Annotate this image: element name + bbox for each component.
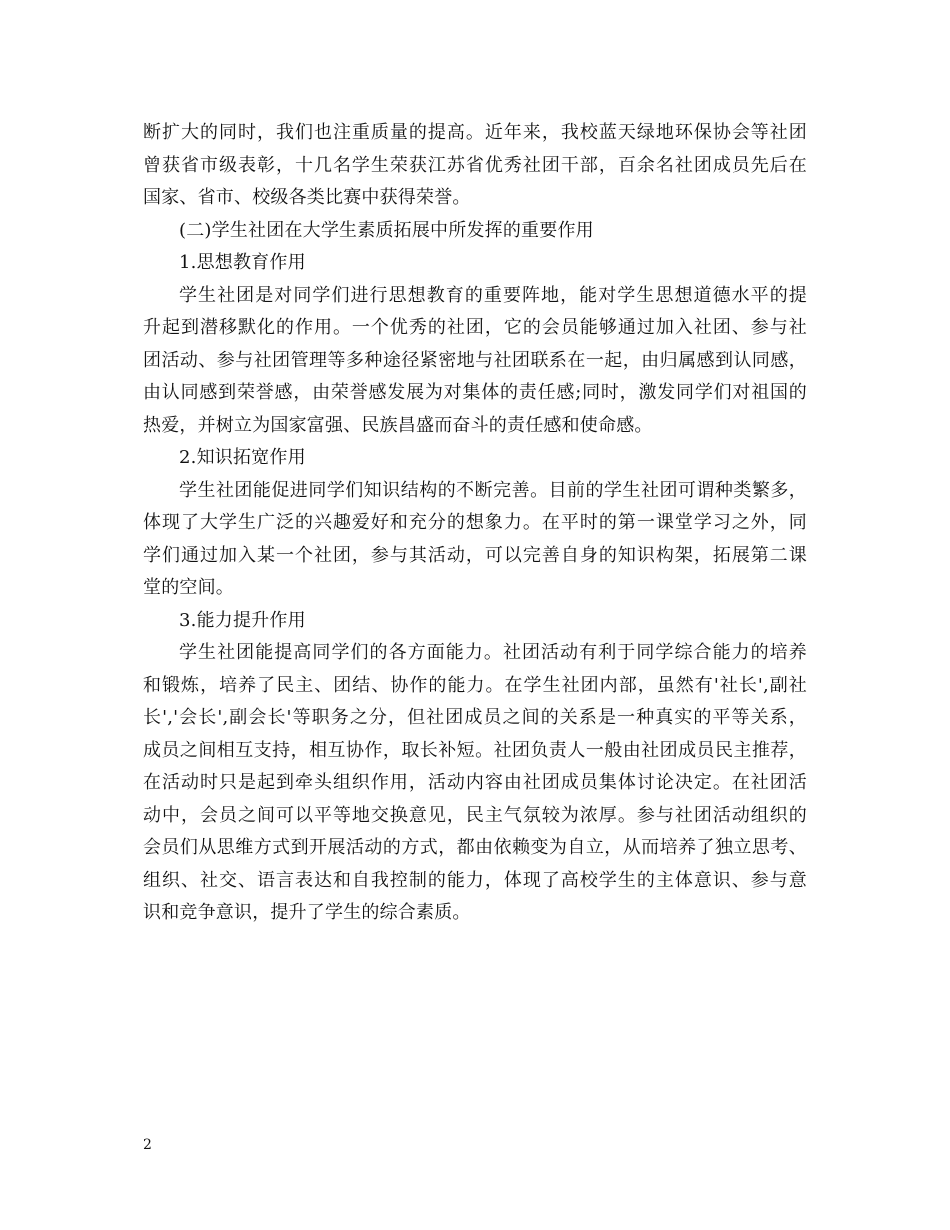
text-line: 升起到潜移默化的作用。一个优秀的社团，它的会员能够通过加入社团、参与社: [143, 317, 807, 338]
text-line: (二)学生社团在大学生素质拓展中所发挥的重要作用: [179, 219, 594, 241]
text-line: 热爱，并树立为国家富强、民族昌盛而奋斗的责任感和使命感。: [143, 414, 653, 436]
text-line: 在活动时只是起到牵头组织作用，活动内容由社团成员集体讨论决定。在社团活: [143, 772, 807, 793]
text-line: 曾获省市级表彰，十几名学生荣获江苏省优秀社团干部，百余名社团成员先后在: [143, 154, 807, 176]
text-line: 动中，会员之间可以平等地交换意见，民主气氛较为浓厚。参与社团活动组织的: [143, 804, 807, 826]
text-line: 团活动、参与社团管理等多种途径紧密地与社团联系在一起，由归属感到认同感，: [143, 349, 807, 371]
text-line: 国家、省市、校级各类比赛中获得荣誉。: [143, 187, 471, 208]
text-line: 3.能力提升作用: [179, 609, 306, 631]
text-line: 断扩大的同时，我们也注重质量的提高。近年来，我校蓝天绿地环保协会等社团: [143, 122, 807, 143]
text-line: 2.知识拓宽作用: [179, 447, 306, 468]
text-line: 长','会长',副会长'等职务之分，但社团成员之间的关系是一种真实的平等关系，: [143, 707, 807, 728]
text-line: 学生社团是对同学们进行思想教育的重要阵地，能对学生思想道德水平的提: [179, 284, 807, 306]
text-line: 1.思想教育作用: [179, 252, 306, 273]
body-text: [143, 117, 807, 930]
text-line: 会员们从思维方式到开展活动的方式，都由依赖变为自立，从而培养了独立思考、: [143, 837, 807, 858]
text-line: 组织、社交、语言表达和自我控制的能力，体现了高校学生的主体意识、参与意: [143, 869, 807, 891]
text-line: 学生社团能提高同学们的各方面能力。社团活动有利于同学综合能力的培养: [179, 642, 807, 663]
page-number: 2: [143, 1137, 152, 1153]
text-line: 由认同感到荣誉感，由荣誉感发展为对集体的责任感;同时，激发同学们对祖国的: [143, 382, 807, 403]
text-line: 成员之间相互支持，相互协作，取长补短。社团负责人一般由社团成员民主推荐，: [143, 739, 807, 761]
text-line: 学生社团能促进同学们知识结构的不断完善。目前的学生社团可谓种类繁多，: [179, 479, 807, 501]
text-line: 体现了大学生广泛的兴趣爱好和充分的想象力。在平时的第一课堂学习之外，同: [143, 512, 807, 533]
text-line: 堂的空间。: [143, 577, 234, 598]
text-line: 学们通过加入某一个社团，参与其活动，可以完善自身的知识构架，拓展第二课: [143, 544, 807, 566]
text-line: 识和竞争意识，提升了学生的综合素质。: [143, 902, 471, 923]
text-line: 和锻炼，培养了民主、团结、协作的能力。在学生社团内部，虽然有'社长',副社: [143, 674, 807, 696]
